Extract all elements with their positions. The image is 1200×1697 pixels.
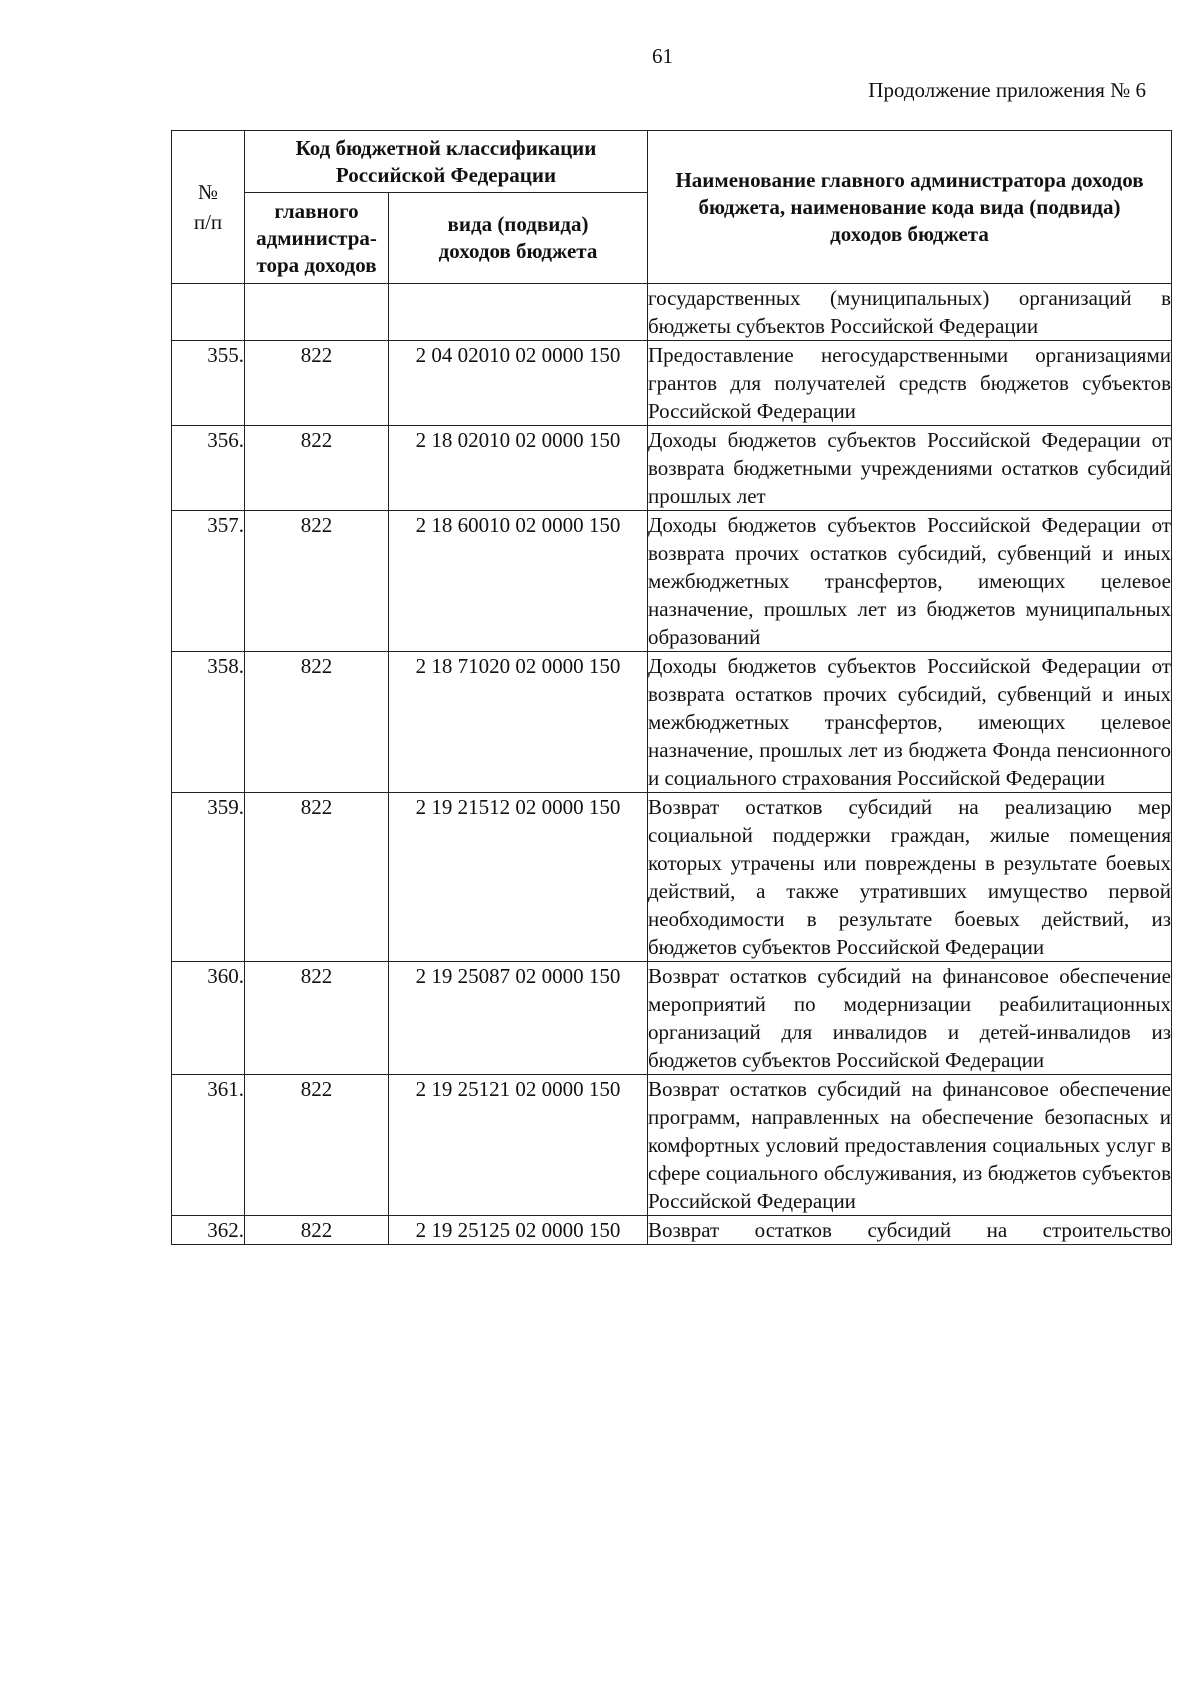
page-number: 61 <box>652 44 673 68</box>
header-no: № <box>197 180 219 204</box>
admin-code: 822 <box>245 1216 389 1245</box>
revenue-code: 2 19 21512 02 0000 150 <box>389 793 648 962</box>
row-number: 360. <box>172 962 245 1075</box>
header-code-column: вида (подвида) доходов бюджета <box>389 193 648 284</box>
header-no-sub: п/п <box>193 210 223 234</box>
table-row <box>172 341 1172 426</box>
revenue-name: Возврат остатков субсидий на финансовое обеспечение мероприятий по модернизации реабилитационных организаций для инвалидов и детей-инвалидов из бюджетов субъектов Российской Федерации <box>648 962 1172 1075</box>
row-number: 356. <box>172 426 245 511</box>
table-row <box>172 652 1172 793</box>
table-row <box>172 1075 1172 1216</box>
revenue-code: 2 18 71020 02 0000 150 <box>389 652 648 793</box>
admin-code: 822 <box>245 341 389 426</box>
revenue-code: 2 18 60010 02 0000 150 <box>389 511 648 652</box>
admin-code <box>245 284 389 341</box>
table-row <box>172 1216 1172 1245</box>
header-row-number <box>172 131 245 284</box>
revenue-code <box>389 284 648 341</box>
revenue-code: 2 19 25087 02 0000 150 <box>389 962 648 1075</box>
header-kbk-group: Код бюджетной классификации Российской Федерации <box>245 131 648 193</box>
row-number: 359. <box>172 793 245 962</box>
revenue-name: Возврат остатков субсидий на финансовое обеспечение программ, направленных на обеспечение безопасных и комфортных условий предоставления социальных услуг в сфере социального обслуживания, из бюджетов субъектов Российской Федерации <box>648 1075 1172 1216</box>
revenue-name: Доходы бюджетов субъектов Российской Федерации от возврата бюджетными учреждениями остатков субсидий прошлых лет <box>648 426 1172 511</box>
table-row <box>172 962 1172 1075</box>
row-number: 358. <box>172 652 245 793</box>
row-number: 362. <box>172 1216 245 1245</box>
revenue-code: 2 19 25125 02 0000 150 <box>389 1216 648 1245</box>
revenue-name: Доходы бюджетов субъектов Российской Федерации от возврата остатков прочих субсидий, субвенций и иных межбюджетных трансфертов, имеющих целевое назначение, прошлых лет из бюджета Фонда пенсионного и социального страхования Российской Федерации <box>648 652 1172 793</box>
appendix-continuation-note: Продолжение приложения № 6 <box>868 78 1146 102</box>
header-name-column: Наименование главного администратора доходов бюджета, наименование кода вида (подвида) доходов бюджета <box>648 131 1172 284</box>
admin-code: 822 <box>245 1075 389 1216</box>
revenue-code: 2 18 02010 02 0000 150 <box>389 426 648 511</box>
header-admin-column: главного администра-тора доходов <box>245 193 389 284</box>
table-row <box>172 426 1172 511</box>
revenue-name: Возврат остатков субсидий на строительство <box>648 1216 1172 1245</box>
budget-revenue-table <box>171 130 1172 1245</box>
revenue-name: государственных (муниципальных) организаций в бюджеты субъектов Российской Федерации <box>648 284 1172 341</box>
table-row <box>172 284 1172 341</box>
revenue-code: 2 04 02010 02 0000 150 <box>389 341 648 426</box>
row-number: 355. <box>172 341 245 426</box>
row-number: 357. <box>172 511 245 652</box>
row-number: 361. <box>172 1075 245 1216</box>
revenue-name: Доходы бюджетов субъектов Российской Федерации от возврата прочих остатков субсидий, субвенций и иных межбюджетных трансфертов, имеющих целевое назначение, прошлых лет из бюджетов муниципальных образований <box>648 511 1172 652</box>
admin-code: 822 <box>245 652 389 793</box>
revenue-name: Предоставление негосударственными организациями грантов для получателей средств бюджетов субъектов Российской Федерации <box>648 341 1172 426</box>
table-row <box>172 793 1172 962</box>
row-number <box>172 284 245 341</box>
table-row <box>172 511 1172 652</box>
admin-code: 822 <box>245 793 389 962</box>
revenue-code: 2 19 25121 02 0000 150 <box>389 1075 648 1216</box>
admin-code: 822 <box>245 426 389 511</box>
admin-code: 822 <box>245 962 389 1075</box>
admin-code: 822 <box>245 511 389 652</box>
revenue-name: Возврат остатков субсидий на реализацию мер социальной поддержки граждан, жилые помещения которых утрачены или повреждены в результате боевых действий, а также утративших имущество первой необходимости в результате боевых действий, из бюджетов субъектов Российской Федерации <box>648 793 1172 962</box>
